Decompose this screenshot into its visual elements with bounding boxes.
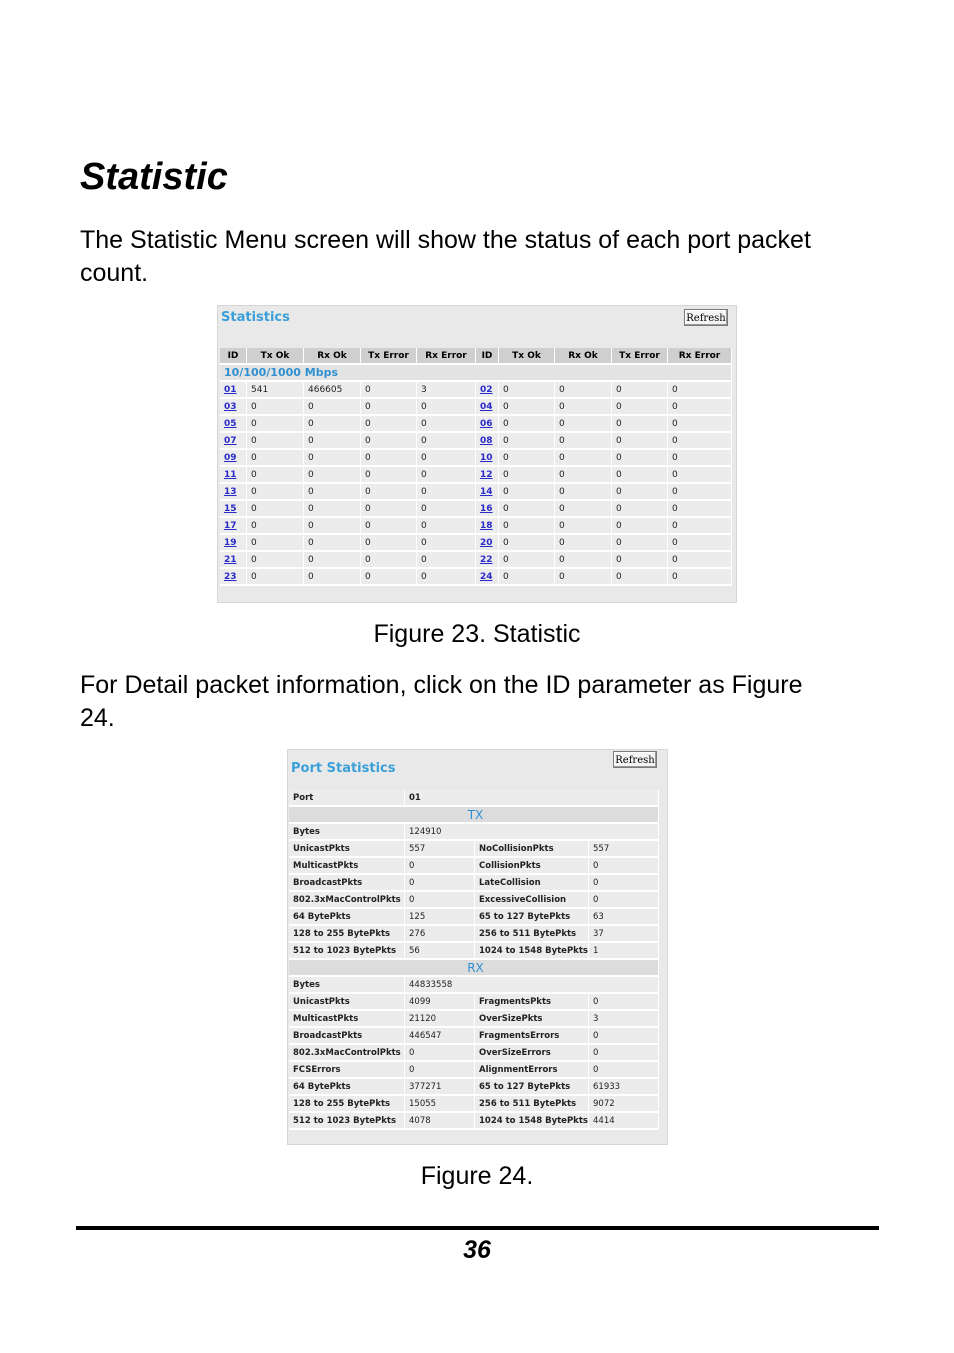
rx-header-row	[289, 960, 659, 977]
table-cell: 0	[499, 569, 555, 586]
table-row	[289, 1062, 659, 1079]
table-cell: 0	[247, 535, 304, 552]
table-cell: 0	[304, 501, 361, 518]
table-cell: 0	[499, 467, 555, 484]
counter-label: UnicastPkts	[289, 994, 405, 1011]
table-cell: 0	[304, 484, 361, 501]
table-cell: 0	[304, 467, 361, 484]
counter-label: BroadcastPkts	[289, 875, 405, 892]
table-cell: 0	[555, 450, 612, 467]
counter-label: OverSizePkts	[475, 1011, 589, 1028]
counter-value: 0	[589, 1028, 659, 1045]
counter-label: 1024 to 1548 BytePkts	[475, 943, 589, 960]
table-cell: 0	[304, 416, 361, 433]
table-cell: 0	[499, 382, 555, 399]
refresh-button[interactable]: Refresh	[684, 309, 728, 326]
table-cell: 0	[417, 433, 476, 450]
rx-header: RX	[289, 960, 659, 977]
port-id-link[interactable]: 10	[476, 450, 499, 467]
counter-label: 65 to 127 BytePkts	[475, 1079, 589, 1096]
table-cell: 0	[555, 552, 612, 569]
port-statistics-title: Port Statistics	[291, 761, 396, 776]
counter-label: MulticastPkts	[289, 1011, 405, 1028]
table-cell: 0	[361, 416, 417, 433]
table-cell: 0	[499, 416, 555, 433]
table-cell: 0	[499, 484, 555, 501]
table-cell: 0	[555, 569, 612, 586]
table-cell: 0	[668, 518, 732, 535]
table-cell: 0	[304, 535, 361, 552]
table-cell: 0	[668, 382, 732, 399]
statistics-title: Statistics	[221, 310, 290, 325]
port-id-link[interactable]: 08	[476, 433, 499, 450]
counter-label: FCSErrors	[289, 1062, 405, 1079]
port-id-link[interactable]: 04	[476, 399, 499, 416]
counter-value: 21120	[405, 1011, 475, 1028]
counter-label: 128 to 255 BytePkts	[289, 926, 405, 943]
table-row	[289, 994, 659, 1011]
counter-label: 65 to 127 BytePkts	[475, 909, 589, 926]
table-cell: 0	[612, 569, 668, 586]
statistics-header-row	[220, 348, 732, 365]
column-header: Tx Ok	[499, 348, 555, 365]
table-row	[220, 399, 732, 416]
table-cell: 0	[612, 433, 668, 450]
table-cell: 0	[499, 552, 555, 569]
counter-label: NoCollisionPkts	[475, 841, 589, 858]
counter-label: LateCollision	[475, 875, 589, 892]
counter-value: 276	[405, 926, 475, 943]
table-cell: 0	[499, 501, 555, 518]
counter-value: 15055	[405, 1096, 475, 1113]
table-row	[220, 467, 732, 484]
port-id-link[interactable]: 05	[220, 416, 247, 433]
counter-value: 0	[589, 892, 659, 909]
table-row	[220, 484, 732, 501]
bytes-label: Bytes	[289, 977, 405, 994]
bytes-value: 124910	[405, 824, 659, 841]
table-cell: 0	[361, 501, 417, 518]
counter-value: 377271	[405, 1079, 475, 1096]
counter-label: CollisionPkts	[475, 858, 589, 875]
table-cell: 0	[555, 433, 612, 450]
table-cell: 0	[499, 450, 555, 467]
table-cell: 0	[361, 433, 417, 450]
port-id-link[interactable]: 07	[220, 433, 247, 450]
counter-value: 0	[589, 1045, 659, 1062]
intro-paragraph: The Statistic Menu screen will show the status of each port packet count.	[80, 226, 811, 287]
table-cell: 0	[247, 484, 304, 501]
table-cell: 0	[247, 416, 304, 433]
table-row	[289, 1011, 659, 1028]
bytes-row	[289, 824, 659, 841]
port-id-link[interactable]: 20	[476, 535, 499, 552]
counter-label: 1024 to 1548 BytePkts	[475, 1113, 589, 1130]
counter-value: 0	[589, 875, 659, 892]
counter-value: 557	[589, 841, 659, 858]
table-row	[289, 1028, 659, 1045]
figure23-caption: Figure 23. Statistic	[373, 620, 581, 648]
table-cell: 0	[417, 416, 476, 433]
counter-value: 56	[405, 943, 475, 960]
counter-value: 0	[405, 892, 475, 909]
table-cell: 0	[247, 518, 304, 535]
column-header: ID	[220, 348, 247, 365]
table-cell: 0	[612, 518, 668, 535]
table-cell: 0	[361, 535, 417, 552]
figure24-caption: Figure 24.	[420, 1162, 534, 1190]
counter-label: 128 to 255 BytePkts	[289, 1096, 405, 1113]
counter-value: 446547	[405, 1028, 475, 1045]
table-row	[289, 1096, 659, 1113]
counter-label: 64 BytePkts	[289, 909, 405, 926]
table-cell: 0	[612, 535, 668, 552]
table-cell: 0	[361, 399, 417, 416]
column-header: Rx Error	[668, 348, 732, 365]
table-row	[289, 943, 659, 960]
column-header: Rx Error	[417, 348, 476, 365]
counter-label: ExcessiveCollision	[475, 892, 589, 909]
table-row	[220, 433, 732, 450]
tx-header-row	[289, 807, 659, 824]
table-row	[220, 450, 732, 467]
counter-value: 61933	[589, 1079, 659, 1096]
table-cell: 0	[417, 450, 476, 467]
table-cell: 0	[361, 382, 417, 399]
counter-value: 0	[589, 994, 659, 1011]
counter-label: 512 to 1023 BytePkts	[289, 943, 405, 960]
table-cell: 0	[304, 552, 361, 569]
table-cell: 0	[247, 450, 304, 467]
table-cell: 0	[668, 535, 732, 552]
counter-value: 9072	[589, 1096, 659, 1113]
table-cell: 0	[247, 569, 304, 586]
table-cell: 0	[612, 450, 668, 467]
table-cell: 0	[304, 399, 361, 416]
table-cell: 0	[668, 399, 732, 416]
counter-value: 1	[589, 943, 659, 960]
table-cell: 0	[417, 518, 476, 535]
counter-label: AlignmentErrors	[475, 1062, 589, 1079]
table-cell: 0	[361, 518, 417, 535]
table-cell: 0	[668, 501, 732, 518]
port-id-link[interactable]: 06	[476, 416, 499, 433]
table-cell: 0	[555, 382, 612, 399]
counter-value: 125	[405, 909, 475, 926]
port-label: Port	[289, 790, 405, 807]
counter-value: 3	[589, 1011, 659, 1028]
port-id-link[interactable]: 23	[220, 569, 247, 586]
page-title: Statistic	[80, 156, 228, 198]
table-cell: 0	[247, 501, 304, 518]
port-id-link[interactable]: 03	[220, 399, 247, 416]
table-cell: 0	[417, 501, 476, 518]
table-row	[220, 382, 732, 399]
table-row	[289, 841, 659, 858]
table-cell: 0	[247, 467, 304, 484]
table-row	[289, 909, 659, 926]
counter-value: 557	[405, 841, 475, 858]
table-cell: 3	[417, 382, 476, 399]
table-cell: 0	[304, 450, 361, 467]
port-id-link[interactable]: 22	[476, 552, 499, 569]
port-id-link[interactable]: 14	[476, 484, 499, 501]
table-cell: 0	[668, 569, 732, 586]
port-refresh-button[interactable]: Refresh	[613, 751, 657, 768]
table-cell: 0	[247, 552, 304, 569]
port-id-link[interactable]: 09	[220, 450, 247, 467]
table-cell: 0	[361, 450, 417, 467]
table-row	[220, 416, 732, 433]
counter-value: 0	[405, 1045, 475, 1062]
table-cell: 0	[668, 450, 732, 467]
table-cell: 0	[612, 501, 668, 518]
table-cell: 0	[417, 552, 476, 569]
counter-label: 802.3xMacControlPkts	[289, 892, 405, 909]
counter-value: 4078	[405, 1113, 475, 1130]
table-row	[220, 552, 732, 569]
table-cell: 0	[555, 535, 612, 552]
port-statistics-figure	[287, 749, 668, 1145]
counter-value: 0	[405, 875, 475, 892]
tx-header: TX	[289, 807, 659, 824]
table-row	[220, 501, 732, 518]
table-cell: 0	[555, 501, 612, 518]
table-cell: 0	[555, 467, 612, 484]
port-id-link[interactable]: 19	[220, 535, 247, 552]
port-id-link[interactable]: 24	[476, 569, 499, 586]
column-header: Tx Error	[361, 348, 417, 365]
table-row	[220, 569, 732, 586]
counter-label: 256 to 511 BytePkts	[475, 1096, 589, 1113]
table-cell: 0	[417, 399, 476, 416]
port-id-link[interactable]: 11	[220, 467, 247, 484]
column-header: ID	[476, 348, 499, 365]
table-cell: 0	[417, 569, 476, 586]
counter-value: 4414	[589, 1113, 659, 1130]
port-id-link[interactable]: 21	[220, 552, 247, 569]
footer-rule	[76, 1226, 879, 1230]
counter-value: 4099	[405, 994, 475, 1011]
detail-paragraph: For Detail packet information, click on the ID parameter as Figure 24.	[80, 671, 803, 732]
table-row	[289, 926, 659, 943]
counter-value: 0	[589, 858, 659, 875]
table-cell: 466605	[304, 382, 361, 399]
table-cell: 0	[668, 552, 732, 569]
table-cell: 0	[668, 484, 732, 501]
table-row	[220, 518, 732, 535]
table-cell: 0	[499, 518, 555, 535]
counter-label: FragmentsErrors	[475, 1028, 589, 1045]
port-id-link[interactable]: 17	[220, 518, 247, 535]
table-row	[220, 535, 732, 552]
counter-value: 63	[589, 909, 659, 926]
table-cell: 0	[612, 399, 668, 416]
table-cell: 0	[555, 399, 612, 416]
column-header: Rx Ok	[304, 348, 361, 365]
counter-label: FragmentsPkts	[475, 994, 589, 1011]
table-cell: 0	[555, 416, 612, 433]
table-cell: 0	[555, 484, 612, 501]
port-id-link[interactable]: 02	[476, 382, 499, 399]
table-row	[289, 858, 659, 875]
table-cell: 0	[555, 518, 612, 535]
page-number: 36	[463, 1236, 491, 1264]
counter-value: 0	[405, 1062, 475, 1079]
counter-label: BroadcastPkts	[289, 1028, 405, 1045]
port-row	[289, 790, 659, 807]
table-row	[289, 892, 659, 909]
port-id-link[interactable]: 01	[220, 382, 247, 399]
table-cell: 0	[668, 433, 732, 450]
table-cell: 0	[304, 433, 361, 450]
port-id-link[interactable]: 12	[476, 467, 499, 484]
column-header: Rx Ok	[555, 348, 612, 365]
speed-section-label: 10/100/1000 Mbps	[220, 365, 732, 382]
table-cell: 0	[304, 569, 361, 586]
table-cell: 0	[361, 552, 417, 569]
table-cell: 0	[499, 433, 555, 450]
table-cell: 0	[668, 416, 732, 433]
counter-label: MulticastPkts	[289, 858, 405, 875]
bytes-row	[289, 977, 659, 994]
counter-value: 0	[405, 858, 475, 875]
counter-value: 37	[589, 926, 659, 943]
table-cell: 0	[612, 552, 668, 569]
column-header: Tx Error	[612, 348, 668, 365]
table-row	[289, 1045, 659, 1062]
table-cell: 0	[361, 484, 417, 501]
table-row	[289, 1113, 659, 1130]
counter-label: 802.3xMacControlPkts	[289, 1045, 405, 1062]
table-cell: 0	[361, 467, 417, 484]
statistics-table	[220, 348, 732, 586]
section-row	[220, 365, 732, 382]
counter-value: 0	[589, 1062, 659, 1079]
table-cell: 0	[612, 484, 668, 501]
port-id-link[interactable]: 18	[476, 518, 499, 535]
port-id-link[interactable]: 13	[220, 484, 247, 501]
port-id-link[interactable]: 16	[476, 501, 499, 518]
bytes-value: 44833558	[405, 977, 659, 994]
port-statistics-table	[289, 790, 659, 1130]
table-cell: 0	[304, 518, 361, 535]
counter-label: 256 to 511 BytePkts	[475, 926, 589, 943]
port-value: 01	[405, 790, 659, 807]
table-cell: 0	[417, 484, 476, 501]
table-cell: 0	[417, 467, 476, 484]
column-header: Tx Ok	[247, 348, 304, 365]
table-cell: 0	[417, 535, 476, 552]
table-cell: 0	[499, 399, 555, 416]
port-id-link[interactable]: 15	[220, 501, 247, 518]
table-row	[289, 1079, 659, 1096]
counter-label: OverSizeErrors	[475, 1045, 589, 1062]
table-cell: 0	[668, 467, 732, 484]
table-cell: 0	[247, 399, 304, 416]
counter-label: 512 to 1023 BytePkts	[289, 1113, 405, 1130]
counter-label: UnicastPkts	[289, 841, 405, 858]
table-cell: 0	[612, 382, 668, 399]
bytes-label: Bytes	[289, 824, 405, 841]
table-cell: 0	[247, 433, 304, 450]
table-cell: 0	[499, 535, 555, 552]
statistics-figure	[217, 305, 737, 603]
table-row	[289, 875, 659, 892]
table-cell: 0	[612, 467, 668, 484]
counter-label: 64 BytePkts	[289, 1079, 405, 1096]
table-cell: 541	[247, 382, 304, 399]
table-cell: 0	[361, 569, 417, 586]
table-cell: 0	[612, 416, 668, 433]
